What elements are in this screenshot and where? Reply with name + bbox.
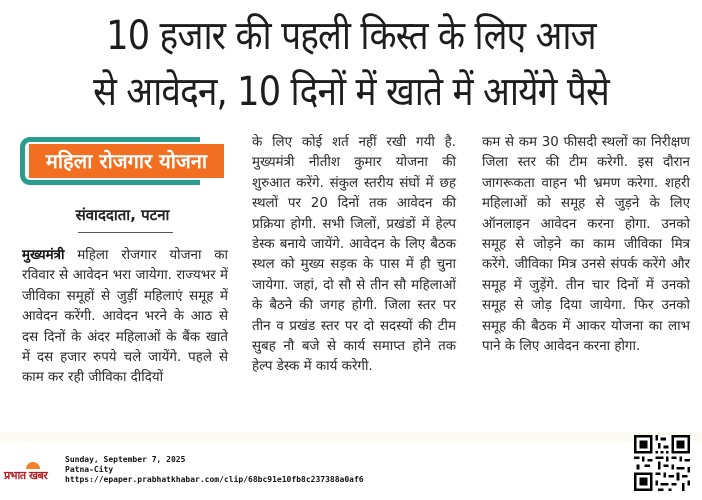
lead-word: मुख्यमंत्री [22, 248, 65, 263]
qr-code-icon[interactable] [634, 435, 690, 491]
kicker-label: महिला रोजगार योजना [29, 144, 224, 178]
headline [0, 8, 702, 120]
clip-date: Sunday, September 7, 2025 [65, 455, 186, 464]
publisher-logo [4, 462, 59, 484]
headline-line-2: से आवेदन, 10 दिनों में खाते में आयेंगे पैसे [93, 69, 609, 115]
clip-edition: Patna-City [65, 465, 114, 474]
column-2-text: के लिए कोई शर्त नहीं रखी गयी है. मुख्यमंत्री नीतीश कुमार योजना की शुरुआत करेंगे. संकुल स्तरीय संघों में छह स्थलों पर 20 दिनों तक आवेदन की प्रक्रिया होगी. सभी जिलों, प्रखंडों में हेल्प डेस्क बनाये जायेंगे. आवेदन के लिए बैठक स्थल को मुख्य सड़क के पास में ही चुना जायेगा. जहां, दो सौ से तीन सौ महिलाओं के बैठने की जगह होगी. जिला स्तर पर तीन व प्रखंड स्तर पर दो सदस्यों की टीम सुबह नौ बजे से कार्य समाप्त होने तक हेल्प डेस्क में कार्य करेगी. [252, 135, 456, 375]
footer-divider-strip [0, 432, 702, 442]
byline-divider [78, 232, 173, 233]
column-3-text: कम से कम 30 फीसदी स्थलों का निरीक्षण जिला स्तर की टीम करेगी. इस दौरान जागरूकता वाहन भी भ्रमण करेगा. शहरी महिलाओं को समूह से जुड़ने के लिए ऑनलाइन आवेदन करना होगा. उनको समूह से जोड़ने का काम जीविका मित्र करेंगे. जीविका मित्र उनसे संपर्क करेंगे और समूह में जुड़ेंगे. तीन चार दिनों में उनको समूह से जोड़ दिया जायेगा. फिर उनको समूह की बैठक में आकर योजना का लाभ पाने के लिए आवेदन करना होगा. [482, 135, 690, 355]
column-1-text: महिला रोजगार योजना का रविवार से आवेदन भरा जायेगा. राज्यभर में जीविका समूहों से जुड़ीं महिलाएं समूह में आवेदन करेंगी. आवेदन भरने के आठ से दस दिनों के अंदर महिलाओं के बैंक खाते में दस हजार रुपये चले जायेंगे. पहले से काम कर रही जीविका दीदियों [22, 248, 228, 386]
headline-line-1: 10 हजार की पहली किस्त के लिए आज [106, 13, 596, 59]
kicker-accent-top [28, 137, 198, 142]
clip-metadata [65, 455, 364, 485]
article-column-1 [22, 246, 228, 389]
article-column-2 [252, 133, 456, 378]
article-column-3 [482, 133, 690, 357]
clip-url[interactable]: https://epaper.prabhatkhabar.com/clip/68bc91e10fb8c237388a0af6 [65, 475, 364, 484]
section-kicker [20, 137, 230, 187]
byline: संवाददाता, पटना [75, 206, 170, 224]
publisher-name: प्रभात खबर [4, 469, 48, 482]
